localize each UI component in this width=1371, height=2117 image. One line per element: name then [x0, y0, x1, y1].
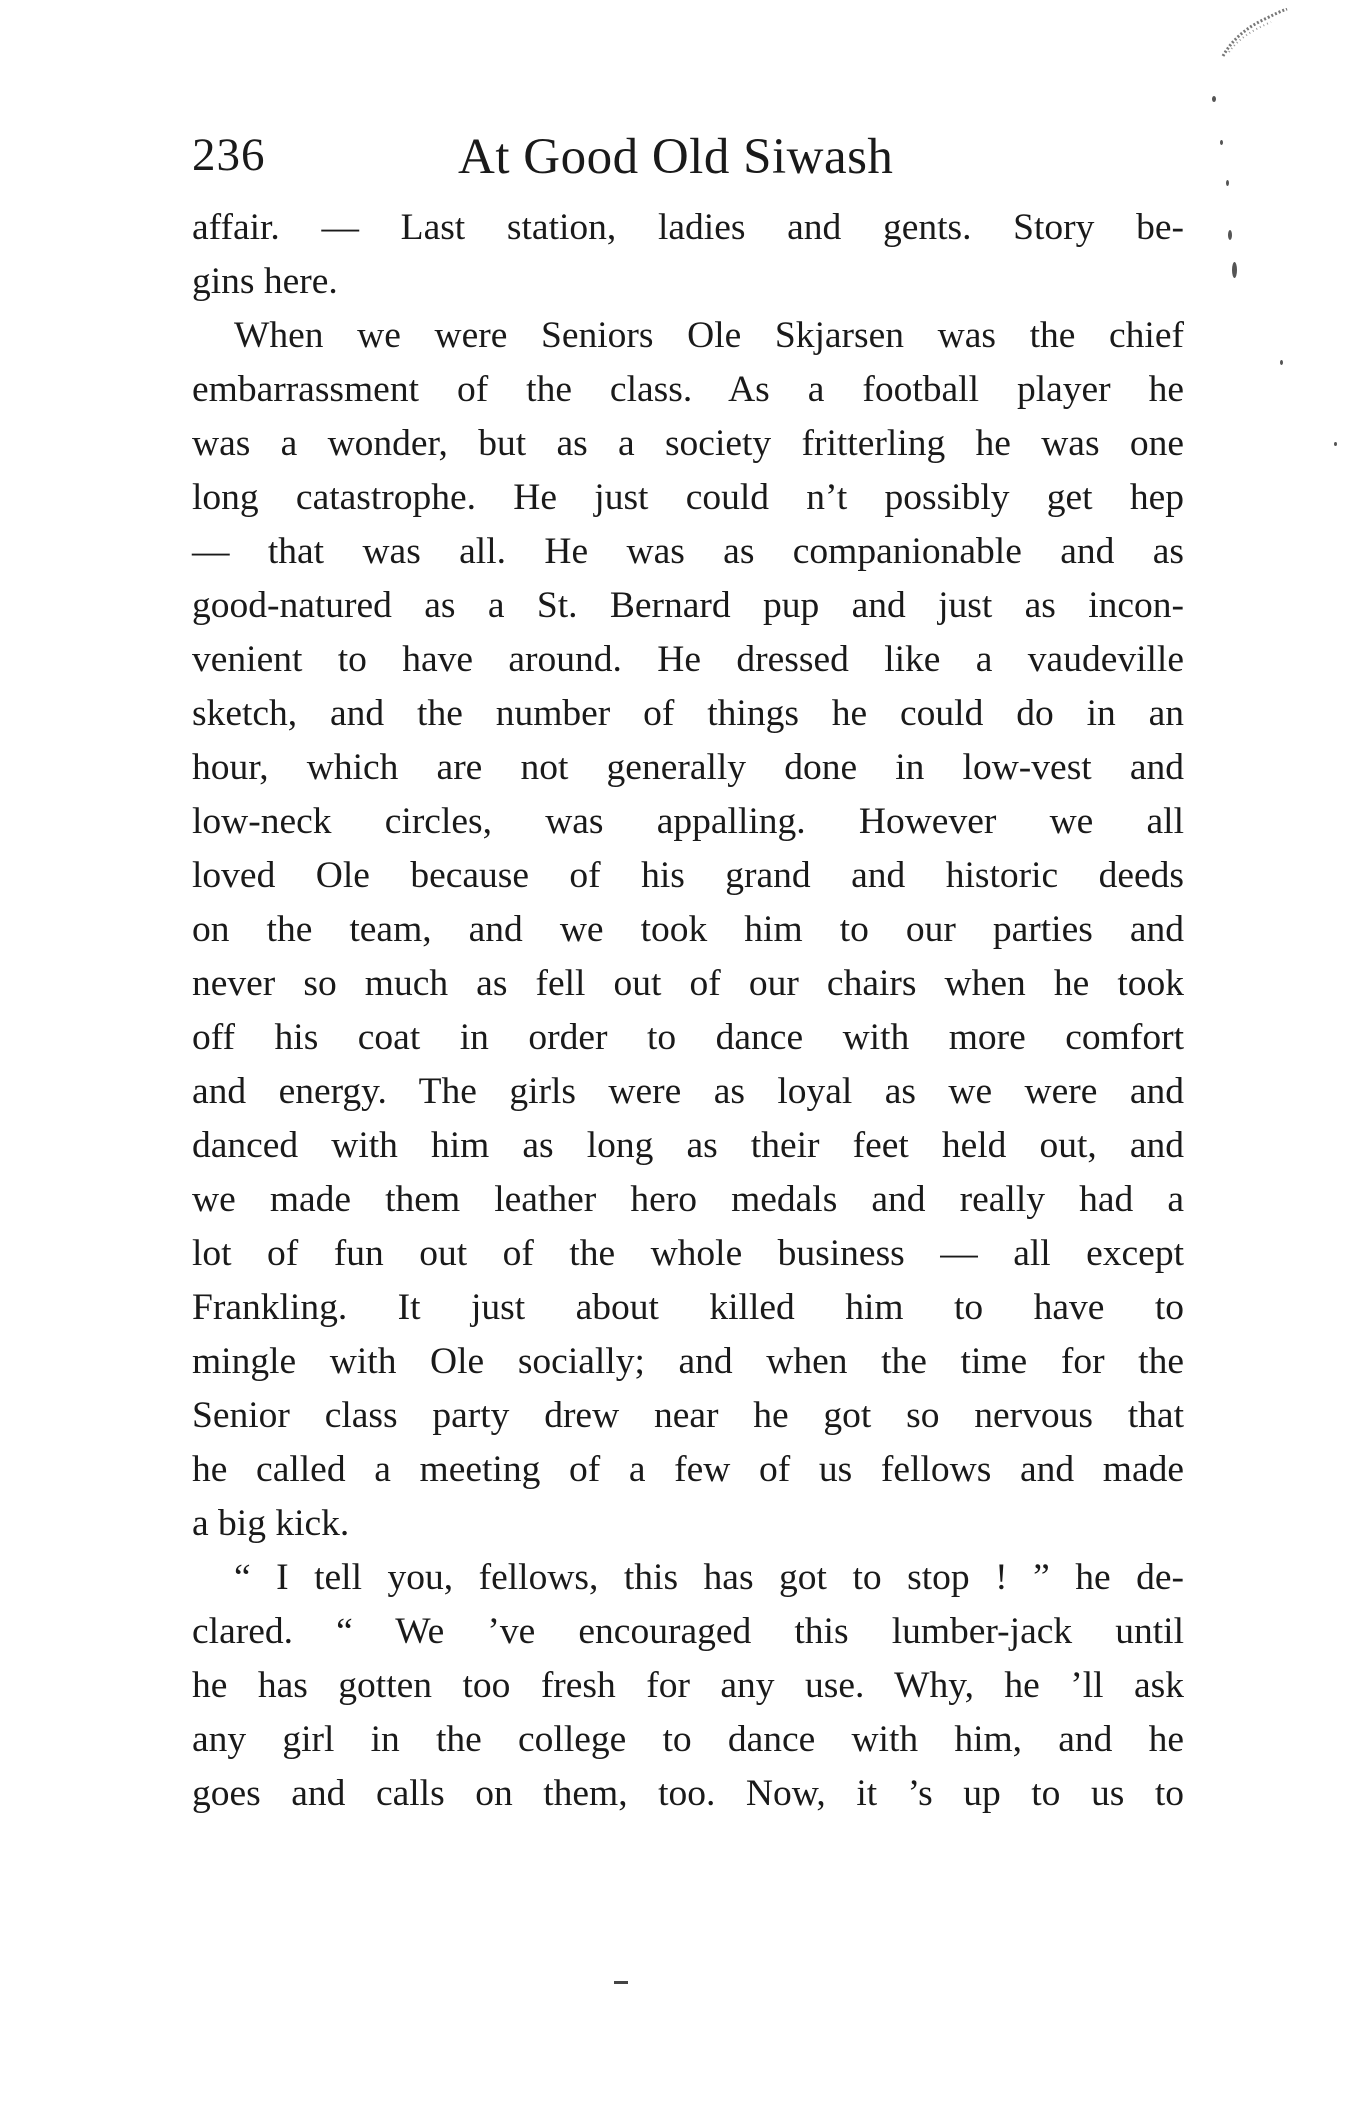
bottom-speck [614, 1981, 628, 1984]
text-line: good-natured as a St. Bernard pup and just as incon- [192, 585, 1184, 626]
margin-speck [1220, 140, 1223, 145]
margin-speck [1334, 442, 1337, 446]
text-line: clared. “ We ’ve encouraged this lumber-jack until [192, 1611, 1184, 1652]
text-line: loved Ole because of his grand and historic deeds [192, 855, 1184, 896]
ink-blot-decoration [1219, 8, 1289, 60]
text-line: When we were Seniors Ole Skjarsen was the chief [234, 315, 1184, 356]
text-line: off his coat in order to dance with more comfort [192, 1017, 1184, 1058]
text-line: he called a meeting of a few of us fellows and made [192, 1449, 1184, 1490]
text-line: venient to have around. He dressed like a vaudeville [192, 639, 1184, 680]
margin-speck [1212, 96, 1216, 102]
text-line: never so much as fell out of our chairs when he took [192, 963, 1184, 1004]
text-line: on the team, and we took him to our parties and [192, 909, 1184, 950]
page-header [192, 128, 1192, 188]
text-line: affair. — Last station, ladies and gents. Story be- [192, 207, 1184, 248]
text-line: long catastrophe. He just could n’t possibly get hep [192, 477, 1184, 518]
page-number: 236 [192, 129, 266, 181]
text-line: we made them leather hero medals and really had a [192, 1179, 1184, 1220]
body-text [192, 201, 1184, 1821]
text-line: — that was all. He was as companionable and as [192, 531, 1184, 572]
text-line: was a wonder, but as a society fritterling he was one [192, 423, 1184, 464]
margin-speck [1226, 180, 1229, 186]
margin-speck [1228, 230, 1232, 240]
margin-speck [1232, 262, 1237, 278]
text-line: any girl in the college to dance with him, and he [192, 1719, 1184, 1760]
text-line: embarrassment of the class. As a football player he [192, 369, 1184, 410]
text-line: mingle with Ole socially; and when the time for the [192, 1341, 1184, 1382]
running-title: At Good Old Siwash [458, 129, 894, 185]
text-line: Frankling. It just about killed him to have to [192, 1287, 1184, 1328]
text-line: he has gotten too fresh for any use. Why, he ’ll ask [192, 1665, 1184, 1706]
text-line: hour, which are not generally done in low-vest and [192, 747, 1184, 788]
text-line: “ I tell you, fellows, this has got to stop ! ” he de- [234, 1557, 1184, 1598]
text-line: low-neck circles, was appalling. However we all [192, 801, 1184, 842]
text-line: sketch, and the number of things he could do in an [192, 693, 1184, 734]
text-line: and energy. The girls were as loyal as we were and [192, 1071, 1184, 1112]
text-line: a big kick. [192, 1503, 350, 1544]
text-line: goes and calls on them, too. Now, it ’s up to us to [192, 1773, 1184, 1814]
margin-speck [1280, 360, 1283, 365]
text-line: gins here. [192, 261, 338, 302]
text-line: lot of fun out of the whole business — all except [192, 1233, 1184, 1274]
text-line: danced with him as long as their feet held out, and [192, 1125, 1184, 1166]
text-line: Senior class party drew near he got so nervous that [192, 1395, 1184, 1436]
